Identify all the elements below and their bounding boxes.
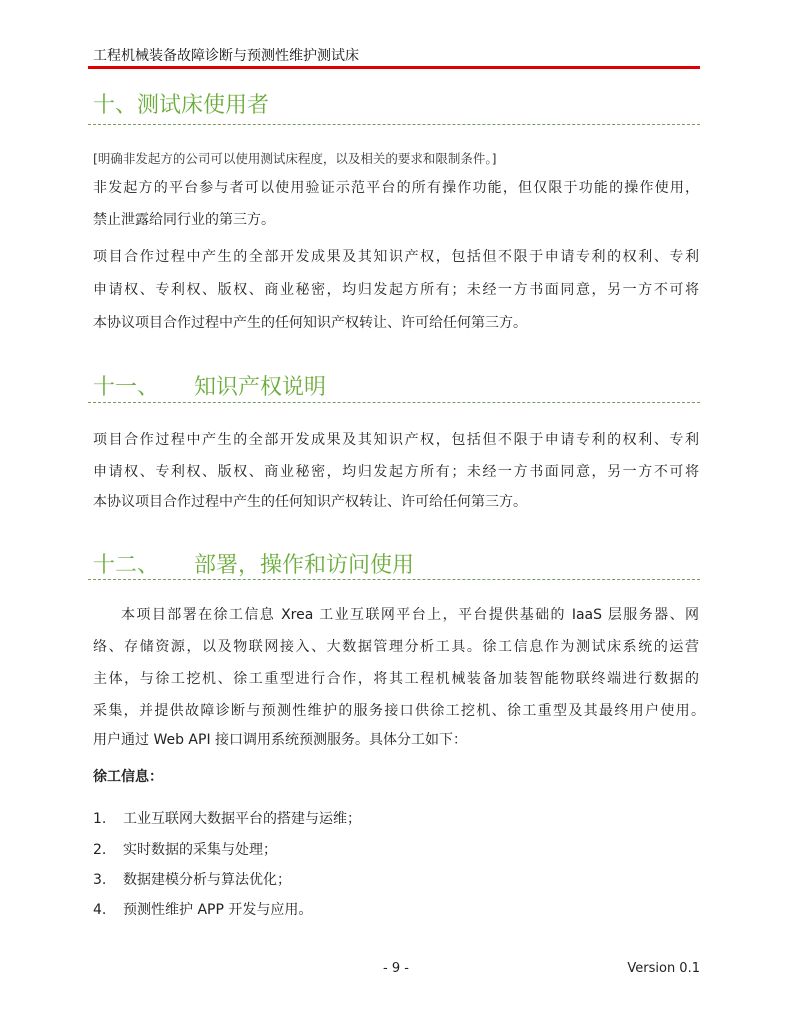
paragraph-line: 用户通过 Web API 接口调用系统预测服务。具体分工如下： (93, 732, 468, 748)
list-item (93, 869, 291, 889)
paragraph-line: 主体，与徐工挖机、徐工重型进行合作，将其工程机械装备加装智能物联终端进行数据的 (93, 671, 699, 687)
list-text: 实时数据的采集与处理； (123, 842, 277, 858)
heading-divider (88, 579, 700, 580)
paragraph-line: 络、存储资源，以及物联网接入、大数据管理分析工具。徐工信息作为测试床系统的运营 (93, 639, 699, 655)
paragraph-line: 采集，并提供故障诊断与预测性维护的服务接口供徐工挖机、徐工重型及其最终用户使用。 (93, 703, 705, 719)
paragraph-line: 项目合作过程中产生的全部开发成果及其知识产权，包括但不限于申请专利的权利、专利 (93, 432, 699, 448)
heading-divider (88, 124, 700, 125)
header-rule (88, 66, 700, 69)
paragraph-line: 本协议项目合作过程中产生的任何知识产权转让、许可给任何第三方。 (93, 494, 527, 510)
section-heading-12: 十二、 部署，操作和访问使用 (93, 553, 414, 578)
paragraph-line: 本项目部署在徐工信息 Xrea 工业互联网平台上，平台提供基础的 IaaS 层服务器、网 (121, 607, 699, 623)
list-item (93, 839, 277, 859)
paragraph-line: 禁止泄露给同行业的第三方。 (93, 212, 275, 228)
instruction-note: [明确非发起方的公司可以使用测试床程度，以及相关的要求和限制条件。] (93, 151, 497, 166)
list-number: 4. (93, 902, 107, 918)
page-number: - 9 - (383, 961, 409, 976)
paragraph-line: 申请权、专利权、版权、商业秘密，均归发起方所有；未经一方书面同意，另一方不可将 (93, 282, 699, 298)
paragraph-line: 项目合作过程中产生的全部开发成果及其知识产权，包括但不限于申请专利的权利、专利 (93, 249, 699, 265)
list-number: 1. (93, 811, 107, 827)
paragraph-line: 申请权、专利权、版权、商业秘密，均归发起方所有；未经一方书面同意，另一方不可将 (93, 464, 699, 480)
version-label: Version 0.1 (627, 961, 700, 976)
running-header-title: 工程机械装备故障诊断与预测性维护测试床 (93, 48, 359, 64)
list-item (93, 808, 361, 828)
list-text: 预测性维护 APP 开发与应用。 (123, 902, 313, 918)
list-text: 数据建模分析与算法优化； (123, 872, 291, 888)
list-number: 3. (93, 872, 107, 888)
list-number: 2. (93, 842, 107, 858)
paragraph-line: 本协议项目合作过程中产生的任何知识产权转让、许可给任何第三方。 (93, 315, 527, 331)
list-item (93, 899, 312, 919)
list-text: 工业互联网大数据平台的搭建与运维； (123, 811, 361, 827)
heading-divider (88, 402, 700, 403)
paragraph-line: 非发起方的平台参与者可以使用验证示范平台的所有操作功能，但仅限于功能的操作使用， (93, 180, 699, 196)
subheading: 徐工信息： (93, 769, 163, 785)
section-heading-10: 十、测试床使用者 (93, 93, 270, 118)
section-heading-11: 十一、 知识产权说明 (93, 375, 326, 400)
